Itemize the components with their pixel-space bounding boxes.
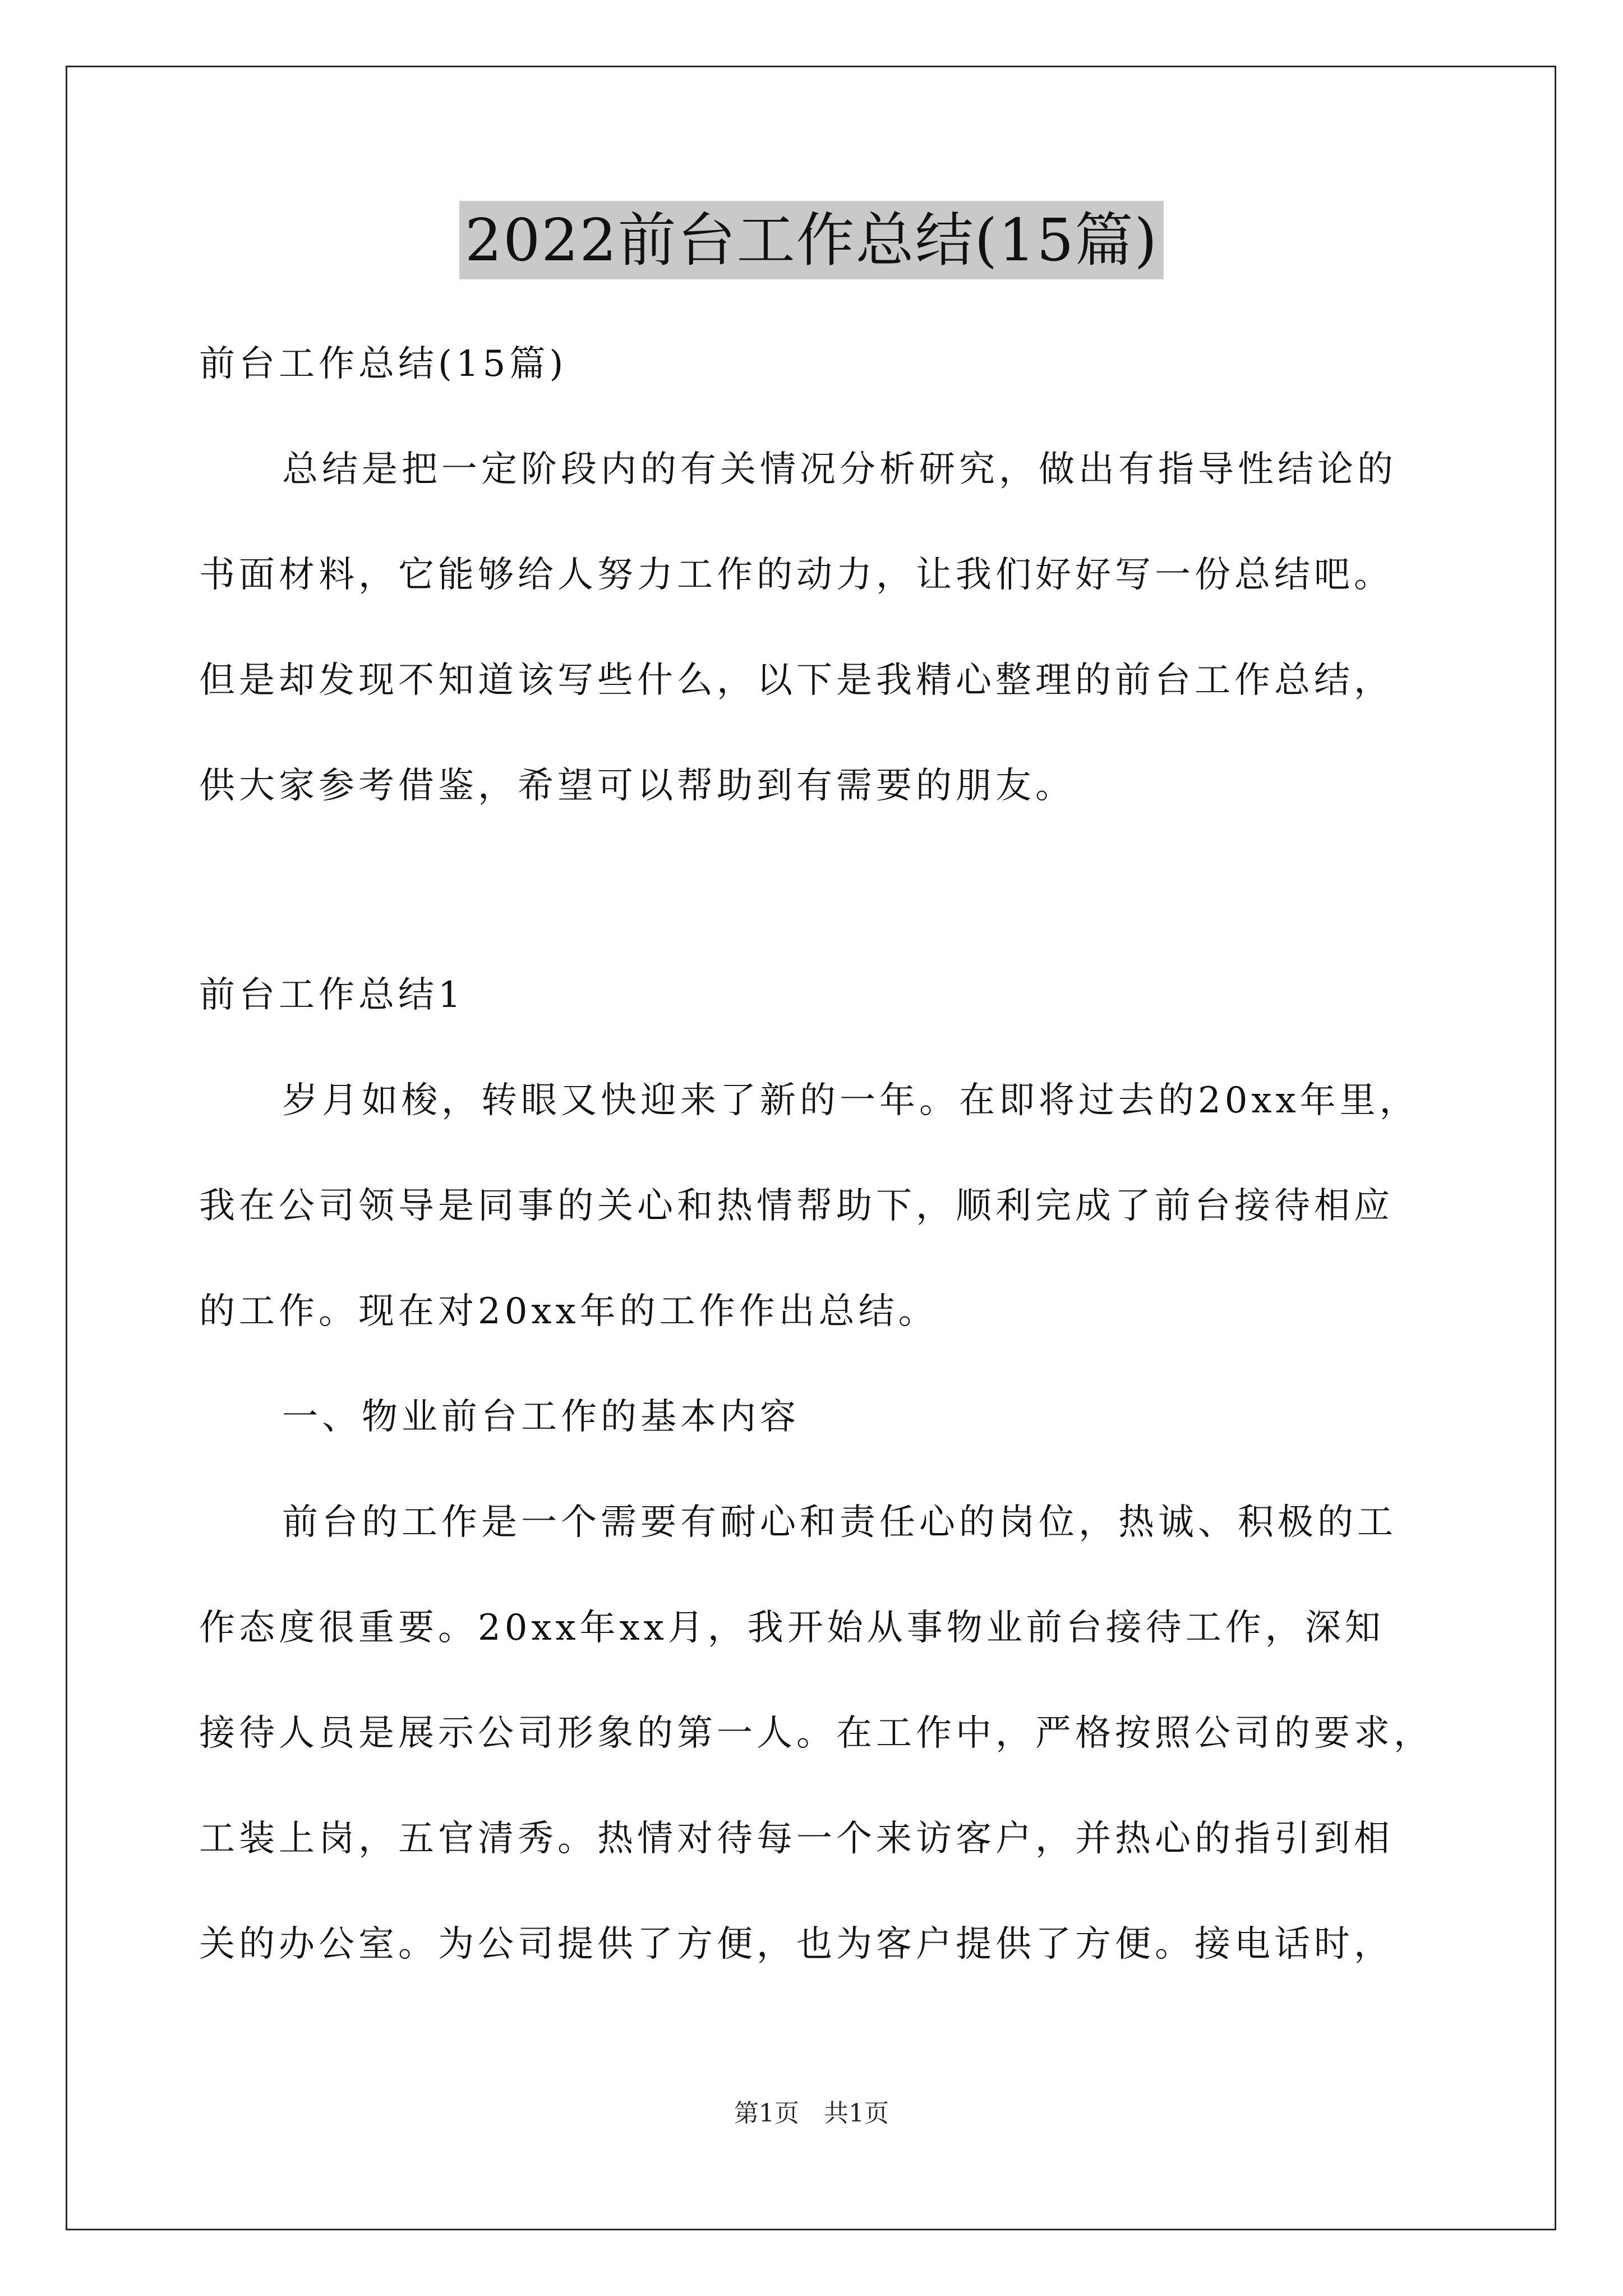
paragraph-line: 我在公司领导是同事的关心和热情帮助下，顺利完成了前台接待相应 xyxy=(199,1185,1394,1227)
intro-line: 书面材料，它能够给人努力工作的动力，让我们好好写一份总结吧。 xyxy=(199,554,1394,596)
title-container xyxy=(0,201,1623,279)
paragraph-line: 的工作。现在对20xx年的工作作出总结。 xyxy=(199,1291,938,1332)
document-title: 2022前台工作总结(15篇) xyxy=(459,201,1164,279)
intro-line: 供大家参考借鉴，希望可以帮助到有需要的朋友。 xyxy=(199,765,1075,807)
document-body xyxy=(199,311,1455,1997)
subtitle: 前台工作总结(15篇) xyxy=(199,343,568,385)
paragraph-line: 前台的工作是一个需要有耐心和责任心的岗位，热诚、积极的工 xyxy=(282,1502,1397,1543)
paragraph-line: 关的办公室。为公司提供了方便，也为客户提供了方便。接电话时， xyxy=(199,1924,1394,1965)
paragraph-line: 作态度很重要。20xx年xx月，我开始从事物业前台接待工作，深知 xyxy=(199,1607,1385,1649)
paragraph-gap xyxy=(199,839,1455,942)
paragraph-line: 工装上岗，五官清秀。热情对待每一个来访客户，并热心的指引到相 xyxy=(199,1818,1394,1860)
intro-line: 总结是把一定阶段内的有关情况分析研究，做出有指导性结论的 xyxy=(282,449,1397,490)
intro-line: 但是却发现不知道该写些什么，以下是我精心整理的前台工作总结， xyxy=(199,660,1394,701)
page-footer: 第1页 共1页 xyxy=(734,2099,889,2128)
paragraph-line: 岁月如梭，转眼又快迎来了新的一年。在即将过去的20xx年里， xyxy=(282,1080,1419,1121)
subsection-heading: 一、物业前台工作的基本内容 xyxy=(282,1396,800,1438)
section-heading: 前台工作总结1 xyxy=(199,974,465,1016)
paragraph-line: 接待人员是展示公司形象的第一人。在工作中，严格按照公司的要求， xyxy=(199,1713,1433,1754)
